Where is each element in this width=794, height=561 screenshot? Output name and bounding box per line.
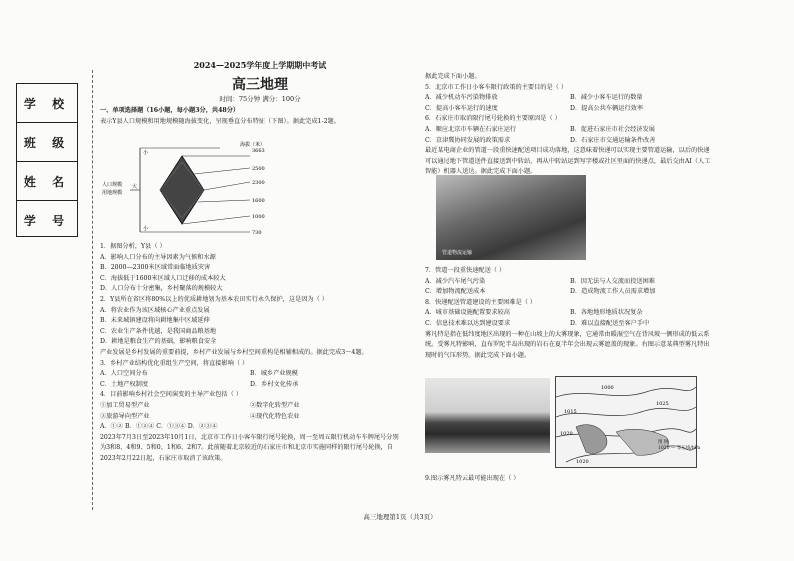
question-3: 3．乡村产业结构优化重组生产空间，将直接影响（ ） bbox=[100, 359, 249, 367]
q8-option-d[interactable]: D．难以直接配送至客户手中 bbox=[570, 319, 650, 327]
q1-option-a[interactable]: A．影响人口分布的主导因素为气候和水源 bbox=[100, 253, 216, 261]
q3-options-row2 bbox=[100, 380, 400, 391]
tick-3663: 3663 bbox=[252, 148, 265, 154]
isobar-label-1020: 1020 bbox=[560, 431, 573, 437]
school-field[interactable]: 学 校 bbox=[17, 84, 77, 123]
section-heading: 一、单项选择题（16小题，每小题3分，共48分） bbox=[100, 107, 240, 114]
passage-3-cont: 据此完成下面小题。 bbox=[425, 73, 481, 80]
q7-option-d[interactable]: D．造成物流工作人员需求增加 bbox=[570, 288, 656, 296]
q2-option-b[interactable]: B．未来城镇建设将向耕地集中区域延伸 bbox=[100, 317, 210, 325]
q7-option-c[interactable]: C．增加物流配送成本 bbox=[425, 288, 486, 296]
q8-options-row1 bbox=[425, 308, 715, 319]
left-questions bbox=[100, 242, 400, 464]
label-small-bottom: 小 bbox=[143, 226, 149, 232]
q4-item-2: ②数字化转型产业 bbox=[250, 401, 300, 409]
altitude-diagram bbox=[100, 140, 270, 240]
q5-option-d[interactable]: D．提高公共车辆运行效率 bbox=[570, 104, 644, 112]
label-large: 大 bbox=[132, 184, 138, 190]
question-8: 8．快递配送管道建设的主要困难是（ ） bbox=[425, 298, 537, 306]
name-field[interactable]: 姓 名 bbox=[17, 162, 77, 201]
q5-option-c[interactable]: C．提高小客车运行的速度 bbox=[425, 104, 498, 112]
pressure-map bbox=[555, 376, 697, 468]
page-footer: 高三地理第1页（共3页） bbox=[363, 513, 437, 521]
passage-2: 产业发展是乡村发展的重要前提，乡村产业发展与乡村空间重构是相辅相成的。据此完成3～4题。 bbox=[100, 348, 368, 356]
passage-3: 2023年7月3日至2023年10月1日，北京市工作日小客车限行尾号轮换，周一至周五限行机动车车牌尾号分别为3和8、4和9、5和0、1和6、2和7。此前随着北京较近的石家庄市和北京市实施同样的限行尾号轮换，自2023年2月22日起，石家庄市取消了该政策。 bbox=[100, 433, 399, 462]
tick-1600: 1600 bbox=[252, 198, 265, 204]
q5-option-a[interactable]: A．减少机动车污染物排放 bbox=[425, 94, 498, 102]
q5-options-row1 bbox=[425, 93, 715, 104]
isobar-label-1025: 1025 bbox=[656, 401, 669, 407]
q8-option-b[interactable]: B．各地地形地质状况复杂 bbox=[570, 309, 643, 317]
passage-5: 雾凡特是指在低纬度地区出现的一种在山坡上的大雾现象，它通常由暖湿空气在背风坡一侧形成的低云系统。受雾凡特影响，直布罗陀半岛出现的岩石在夏半年会出现云雾遮盖的现象。右图示意某典型雾凡特出现时的气压形势。据此完成下面小题。 bbox=[425, 330, 710, 359]
q8-option-a[interactable]: A．城市基础设施配置要求较高 bbox=[425, 309, 510, 317]
y-label-land: 用地规模 bbox=[102, 190, 123, 196]
question-5: 5．北京市工作日小客车限行政策的主要目的是（ ） bbox=[425, 83, 568, 91]
left-column bbox=[100, 106, 400, 127]
q1-option-d[interactable]: D．人口分布十分密集，乡村聚落的规模较大 bbox=[100, 285, 223, 293]
label-small-top: 小 bbox=[143, 150, 149, 156]
fog-photo bbox=[425, 378, 550, 453]
q4-item-4: ④现代化特色农业 bbox=[250, 412, 300, 420]
question-2: 2．Y县所在省区将80%以上的优质耕地划为基本农田实行永久保护，这是因为（ ） bbox=[100, 295, 328, 303]
photo-caption: 管道物流运输 bbox=[442, 250, 473, 256]
intro-text: 表示Y县人口规模和用地规模随海拔变化，呈现垂直分布特征（下图）。据此完成1-2题。 bbox=[100, 117, 340, 125]
exam-meta: 时间：75分钟 满分：100分 bbox=[219, 95, 301, 103]
question-1: 1．据图分析，Y县（ ） bbox=[100, 243, 166, 250]
student-id-field[interactable]: 学 号 bbox=[23, 213, 71, 228]
q2-option-c[interactable]: C．农业生产条件优越，是我国商品粮基地 bbox=[100, 327, 217, 335]
q4-items-row1 bbox=[100, 401, 400, 412]
q5-options-row2 bbox=[425, 104, 715, 115]
q6-options-row1 bbox=[425, 125, 715, 136]
axis-label: 海拔（米） bbox=[240, 142, 266, 148]
tick-1000: 1000 bbox=[252, 214, 265, 220]
q3-option-c[interactable]: C．土地产权制度 bbox=[100, 380, 149, 388]
legend-item: 1020 — 等压线/hPa bbox=[658, 446, 701, 451]
tick-2500: 2500 bbox=[252, 166, 265, 172]
q6-option-b[interactable]: B．促进石家庄市社会经济发展 bbox=[570, 125, 655, 133]
q1-option-c[interactable]: C．海拔低于1600米区域人口迁移的成本较大 bbox=[100, 274, 226, 282]
exam-title: 2024—2025学年度上学期期中考试 bbox=[193, 60, 327, 70]
question-9-wrap bbox=[425, 474, 715, 485]
q2-option-d[interactable]: D．耕地是粮食生产的基础，影响粮食安全 bbox=[100, 338, 217, 346]
map-legend bbox=[658, 440, 700, 452]
question-6: 6．石家庄市取消限行尾号轮换的主要原因是（ ） bbox=[425, 115, 561, 123]
q6-options-row2 bbox=[425, 136, 715, 147]
q3-option-b[interactable]: B．城乡产业规模 bbox=[250, 370, 298, 378]
q5-option-b[interactable]: B．减少小客车运行的数量 bbox=[570, 94, 643, 102]
q7-option-a[interactable]: A．减少汽车尾气污染 bbox=[425, 277, 486, 285]
q7-options-row1 bbox=[425, 277, 715, 288]
right-column bbox=[425, 72, 715, 178]
legend-title: 图 例 bbox=[658, 440, 669, 445]
q8-option-c[interactable]: C．信息技术难以达到建设要求 bbox=[425, 319, 511, 327]
isobar-label-1000: 1000 bbox=[601, 385, 614, 391]
class-field[interactable]: 班 级 bbox=[17, 123, 77, 162]
binding-line bbox=[92, 70, 93, 510]
pipeline-photo bbox=[436, 175, 586, 260]
passage-4: 最近某电商企业的管道一段重快速配送项目成功落地，这意味着快递可以实现主要管道运输，以后的快递可以通过地下管道送件直接送到中转站，再从中转站运到写字楼或社区里面的快递点，最后交由AI（人工智能）机器人送达。据此完成下面小题。 bbox=[425, 147, 711, 176]
right-questions bbox=[425, 266, 715, 361]
q4-item-3: ③旅游导向型产业 bbox=[100, 412, 150, 420]
question-4: 4．目前影响乡村社会空间演变的主导产业包括（ ） bbox=[100, 391, 243, 399]
q3-option-d[interactable]: D．乡村文化传承 bbox=[250, 380, 299, 388]
q6-option-a[interactable]: A．顺应北京市车辆在石家庄运行 bbox=[425, 125, 517, 133]
tick-2300: 2300 bbox=[252, 180, 265, 186]
question-9: 9.图示雾凡特云最可能出现在（ ） bbox=[425, 475, 520, 482]
q3-option-a[interactable]: A．人口空间分布 bbox=[100, 370, 148, 378]
q1-option-b[interactable]: B．2000—2300米区域常面临地质灾害 bbox=[100, 264, 211, 272]
q3-options-row1 bbox=[100, 369, 400, 380]
student-info-box bbox=[16, 83, 78, 237]
isobar-label-1020b: 1020 bbox=[576, 459, 589, 465]
q4-item-1: ①加工贸易型产业 bbox=[100, 401, 150, 409]
isobar-label-1015: 1015 bbox=[564, 409, 577, 415]
q4-items-row2 bbox=[100, 412, 400, 423]
subject-title: 高三地理 bbox=[232, 77, 288, 93]
q8-options-row2 bbox=[425, 319, 715, 330]
q7-options-row2 bbox=[425, 287, 715, 298]
q7-option-b[interactable]: B．因无法与人交流而投送困难 bbox=[570, 277, 655, 285]
q4-choices[interactable]: A．①② B．①②④ C．①③④ D．②③④ bbox=[100, 423, 218, 431]
q2-option-a[interactable]: A．将农业作为该区域核心产业重点发展 bbox=[100, 306, 210, 314]
y-label-population: 人口规模 bbox=[102, 182, 123, 188]
tick-730: 730 bbox=[252, 230, 262, 236]
question-7: 7．管道一段重快速配送（ ） bbox=[425, 267, 506, 274]
q6-option-d[interactable]: D．石家庄市交通运输条件改善 bbox=[570, 136, 656, 144]
q6-option-c[interactable]: C．京津冀协同发展的政策需求 bbox=[425, 136, 511, 144]
